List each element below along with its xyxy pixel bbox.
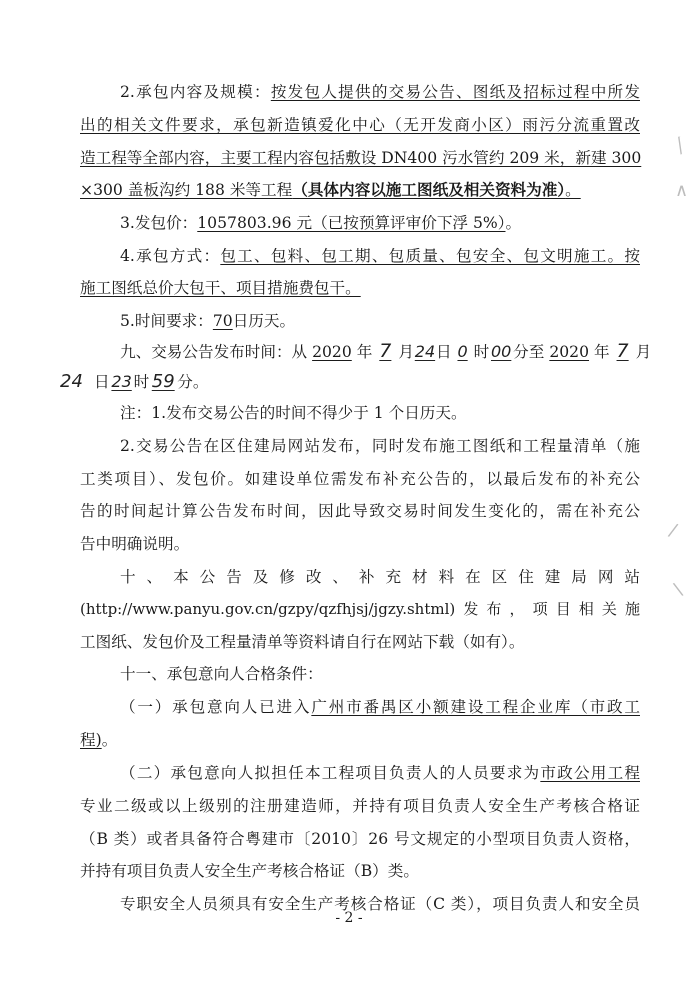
enterprise-database-name: 广州市番禺区小额建设工程企业库（市政工 — [311, 698, 640, 716]
edge-scan-mark: ∕ — [666, 519, 680, 542]
section-11-heading: 十一、承包意向人合格条件： — [120, 665, 323, 683]
condition-2-line-1 — [120, 763, 640, 783]
start-day-handwritten: 24 — [414, 342, 436, 361]
minute-unit-to: 分至 — [513, 343, 550, 361]
safety-staff-line: 专职安全人员须具有安全生产考核合格证（C 类），项目负责人和安全员 — [120, 895, 640, 913]
note-line-1: 注：1.发布交易公告的时间不得少于 1 个日历天。 — [120, 404, 467, 422]
month-unit: 月 — [398, 343, 414, 361]
contract-line-1 — [120, 246, 640, 266]
page-number: - 2 - — [335, 910, 363, 926]
price-label: 3.发包价： — [120, 214, 198, 232]
time-unit: 日历天。 — [232, 312, 296, 330]
publish-time-line-1 — [120, 341, 651, 362]
scope-line-2: 出的相关文件要求，承包新造镇爱化中心（无开发商小区）雨污分流重置改 — [80, 116, 640, 134]
note-line-3: 工类项目）、发包价。如建设单位需发布补充公告的，以最后发布的补充公 — [80, 470, 640, 488]
year-unit-2: 年 — [589, 343, 610, 361]
section-10-line-3: 工图纸、发包价及工程量清单等资料请自行在网站下载（如有）。 — [80, 633, 525, 651]
contract-line-2: 施工图纸总价大包干、项目措施费包干。 — [80, 279, 361, 297]
enterprise-database-end: 程) — [80, 731, 102, 749]
hour-unit: 时 — [473, 343, 490, 361]
condition-1-line-2 — [80, 730, 117, 750]
condition-2-line-4: 并持有项目负责人安全生产考核合格证（B）类。 — [80, 862, 419, 880]
scope-label: 2.承包内容及规模： — [120, 83, 271, 101]
year-unit: 年 — [351, 343, 373, 361]
start-minute-handwritten: 00 — [490, 342, 512, 361]
month-unit-2: 月 — [635, 343, 652, 361]
end-minute-handwritten: 59 — [151, 371, 175, 392]
note-line-5: 告中明确说明。 — [80, 535, 190, 553]
end-year: 2020 — [549, 343, 590, 361]
edge-scan-mark: 丨 — [668, 132, 692, 160]
time-line — [120, 311, 295, 331]
contract-text: 包工、包料、包工期、包质量、包安全、包文明施工。按 — [220, 247, 640, 265]
section-10-url-line: (http://www.panyu.gov.cn/gzpy/qzfhjsj/jgzy.shtml)发布，项目相关施 — [80, 600, 640, 618]
start-month-handwritten: 7 — [379, 340, 392, 362]
price-line — [120, 213, 521, 233]
price-period: 。 — [505, 214, 522, 232]
scope-line-3: 造工程等全部内容，主要工程内容包括敷设 DN400 污水管约 209 米，新建 300 — [80, 149, 642, 167]
publish-time-line-2 — [60, 372, 208, 392]
scope-line-4 — [80, 180, 581, 200]
scope-line-1 — [120, 82, 640, 102]
qualification-type: 市政公用工程 — [540, 764, 640, 782]
start-hour-handwritten: 0 — [457, 342, 468, 361]
note-line-2: 2.交易公告在区住建局网站发布，同时发布施工图纸和工程量清单（施 — [120, 437, 640, 455]
note-line-4: 告的时间起计算公告发布时间，因此导致交易时间发生变化的，需在补充公 — [80, 502, 640, 520]
day-unit: 日 — [435, 343, 452, 361]
publish-label: 九、交易公告发布时间：从 — [120, 343, 313, 361]
condition-1-line-1 — [120, 697, 640, 717]
edge-scan-mark: ∧ — [675, 180, 689, 201]
end-hour-handwritten: 23 — [111, 372, 132, 391]
end-month-handwritten: 7 — [616, 340, 629, 362]
condition-2-text: （二）承包意向人拟担任本工程项目负责人的人员要求为 — [120, 764, 541, 782]
minute-unit-2: 分。 — [177, 373, 209, 391]
time-label: 5.时间要求： — [120, 312, 213, 330]
day-unit-2: 日 — [94, 373, 110, 391]
scope-text-end: ×300 盖板沟约 188 米等工程 — [80, 181, 293, 199]
hour-unit-2: 时 — [133, 373, 150, 391]
condition-1-period: 。 — [101, 731, 118, 749]
condition-1-text: （一）承包意向人已进入 — [120, 698, 312, 716]
time-days: 70 — [212, 312, 233, 330]
end-day-handwritten: 24 — [60, 371, 83, 392]
scope-text: 按发包人提供的交易公告、图纸及招标过程中所发 — [270, 83, 640, 101]
contract-label: 4.承包方式： — [120, 247, 221, 265]
condition-2-line-2: 专业二级或以上级别的注册建造师，并持有项目负责人安全生产考核合格证 — [80, 797, 640, 815]
edge-scan-mark: ∖ — [668, 578, 687, 603]
price-value: 1057803.96 元（已按预算评审价下浮 5%） — [197, 214, 506, 232]
condition-2-line-3: （B 类）或者具备符合粤建市〔2010〕26 号文规定的小型项目负责人资格， — [80, 830, 640, 848]
scope-note-bold: （具体内容以施工图纸及相关资料为准） — [292, 180, 566, 199]
start-year: 2020 — [312, 343, 352, 361]
section-10-line-1: 十、本公告及修改、补充材料在区住建局网站 — [120, 568, 640, 586]
scope-period: 。 — [565, 181, 581, 199]
